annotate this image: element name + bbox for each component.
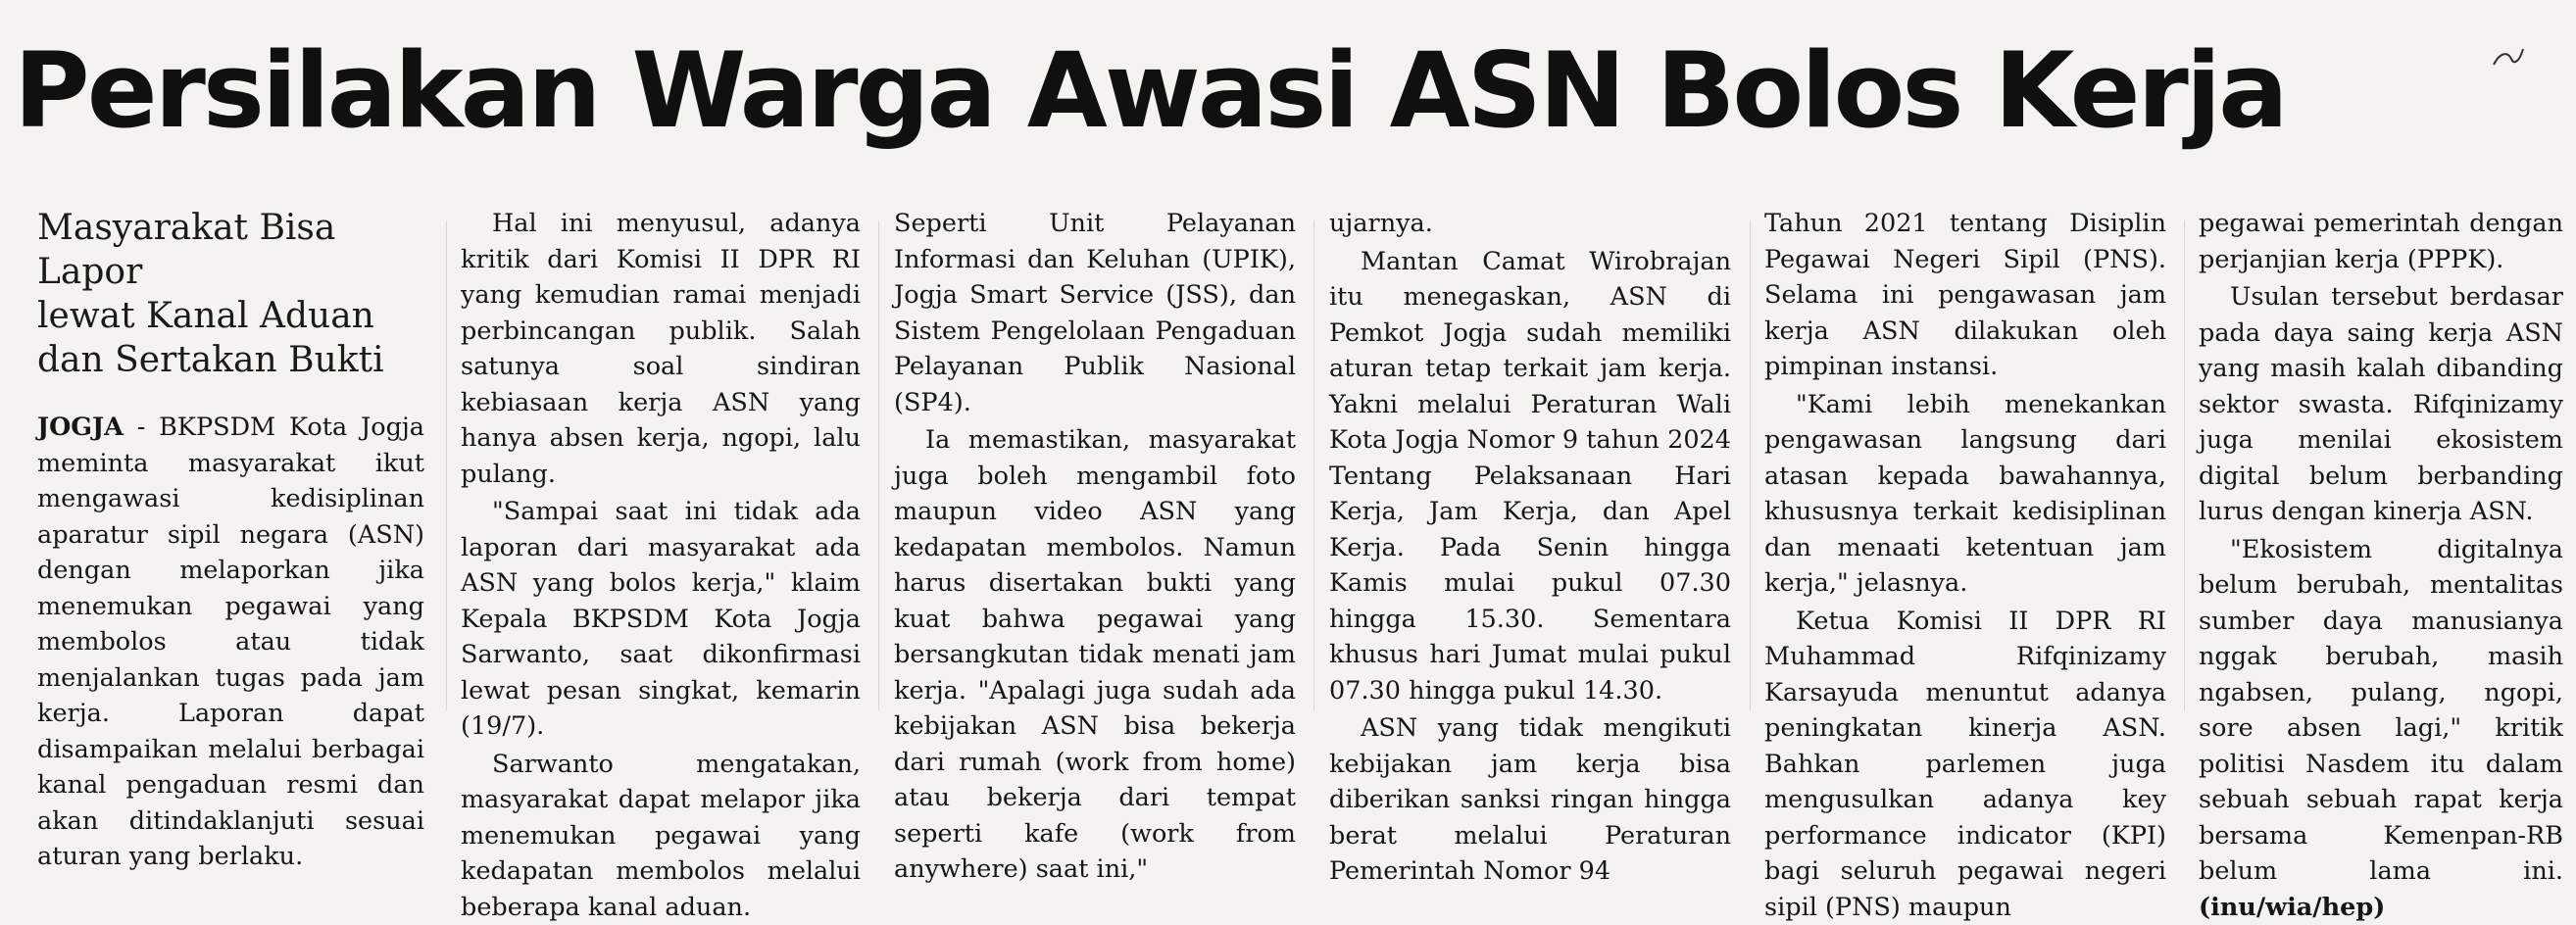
paragraph: ASN yang tidak mengikuti kebijakan jam kerja bisa diberikan sanksi ringan hingga berat melalui Peraturan Pemerintah Nomor 94 [1329,710,1731,890]
paragraph: Tahun 2021 tentang Disiplin Pegawai Negeri Sipil (PNS). Selama ini pengawasan jam kerja ASN dilakukan oleh pimpinan instansi. [1764,206,2166,385]
column-rule [2184,220,2185,710]
subheadline-line-2: lewat Kanal Aduan [37,296,374,336]
signoff: (inu/wia/hep) [2199,893,2385,922]
column-2 [461,206,861,743]
headline: Persilakan Warga Awasi ASN Bolos Kerja [14,18,2562,165]
paragraph: Sarwanto mengatakan, masyarakat dapat melapor jika menemukan pegawai yang kedapatan membolos melalui beberapa kanal aduan. [461,747,861,925]
paragraph: Hal ini menyusul, adanya kritik dari Komisi II DPR RI yang kemudian ramai menjadi perbincangan publik. Salah satunya soal sindiran kebiasaan kerja ASN yang hanya absen kerja, ngopi, lalu pulang. [461,206,861,492]
column-rule [1750,220,1751,710]
column-3 [894,206,1296,743]
column-1 [37,206,424,743]
dateline: JOGJA [37,413,124,442]
column-rule [1313,220,1314,710]
paragraph: "Kami lebih menekankan pengawasan langsung dari atasan kepada bawahannya, khususnya terkait kedisiplinan dan menaati ketentuan jam kerja," jelasnya. [1764,387,2166,602]
paragraph: "Sampai saat ini tidak ada laporan dari masyarakat ada ASN yang bolos kerja," klaim Kepala BKPSDM Kota Jogja Sarwanto, saat dikonfirmasi lewat pesan singkat, kemarin (19/7). [461,494,861,745]
lead-text: - BKPSDM Kota Jogja meminta masyarakat ikut mengawasi kedisiplinan aparatur sipil negara (ASN) dengan melaporkan jika menemukan pegawai yang membolos atau tidak menjalankan tugas pada jam kerja. Laporan dapat disampaikan melalui berbagai kanal pengaduan resmi dan akan ditindaklanjuti sesuai aturan yang berlaku. [37,413,424,871]
column-6 [2199,206,2563,743]
paragraph: ujarnya. [1329,206,1731,242]
column-5 [1764,206,2166,743]
paragraph [2199,532,2563,925]
column-4 [1329,206,1731,743]
subheadline-line-1: Masyarakat Bisa Lapor [37,208,335,292]
subheadline [37,206,424,382]
paragraph: Usulan tersebut berdasar pada daya saing kerja ASN yang masih kalah dibanding sektor swasta. Rifqinizamy juga menilai ekosistem digital belum berbanding lurus dengan kinerja ASN. [2199,279,2563,530]
scribble-mark-icon [2490,39,2529,78]
paragraph: Seperti Unit Pelayanan Informasi dan Keluhan (UPIK), Jogja Smart Service (JSS), dan Sistem Pengelolaan Pengaduan Pelayanan Publik Nasional (SP4). [894,206,1296,420]
subheadline-line-3: dan Sertakan Bukti [37,340,384,380]
paragraph: Ketua Komisi II DPR RI Muhammad Rifqinizamy Karsayuda menuntut adanya peningkatan kinerja ASN. Bahkan parlemen juga mengusulkan adanya key performance indicator (KPI) bagi seluruh pegawai negeri sipil (PNS) maupun [1764,604,2166,925]
lead-paragraph [37,410,424,875]
paragraph: pegawai pemerintah dengan perjanjian kerja (PPPK). [2199,206,2563,277]
paragraph: Ia memastikan, masyarakat juga boleh mengambil foto maupun video ASN yang kedapatan membolos. Namun harus disertakan bukti yang kuat bahwa pegawai yang bersangkutan tidak menati jam kerja. "Apalagi juga sudah ada kebijakan ASN bisa bekerja dari rumah (work from home) atau bekerja dari tempat seperti kafe (work from anywhere) saat ini," [894,422,1296,888]
paragraph: Mantan Camat Wirobrajan itu menegaskan, ASN di Pemkot Jogja sudah memiliki aturan tetap terkait jam kerja. Yakni melalui Peraturan Wali Kota Jogja Nomor 9 tahun 2024 Tentang Pelaksanaan Hari Kerja, Jam Kerja, dan Apel Kerja. Pada Senin hingga Kamis mulai pukul 07.30 hingga 15.30. Sementara khusus hari Jumat mulai pukul 07.30 hingga pukul 14.30. [1329,244,1731,709]
column-rule [878,220,879,710]
column-rule [446,220,447,710]
quote-text: "Ekosistem digitalnya belum berubah, mentalitas sumber daya manusianya nggak berubah, masih ngabsen, pulang, ngopi, sore absen lagi," kritik politisi Nasdem itu dalam sebuah sebuah rapat kerja bersama Kemenpan-RB belum lama ini. [2199,535,2563,887]
